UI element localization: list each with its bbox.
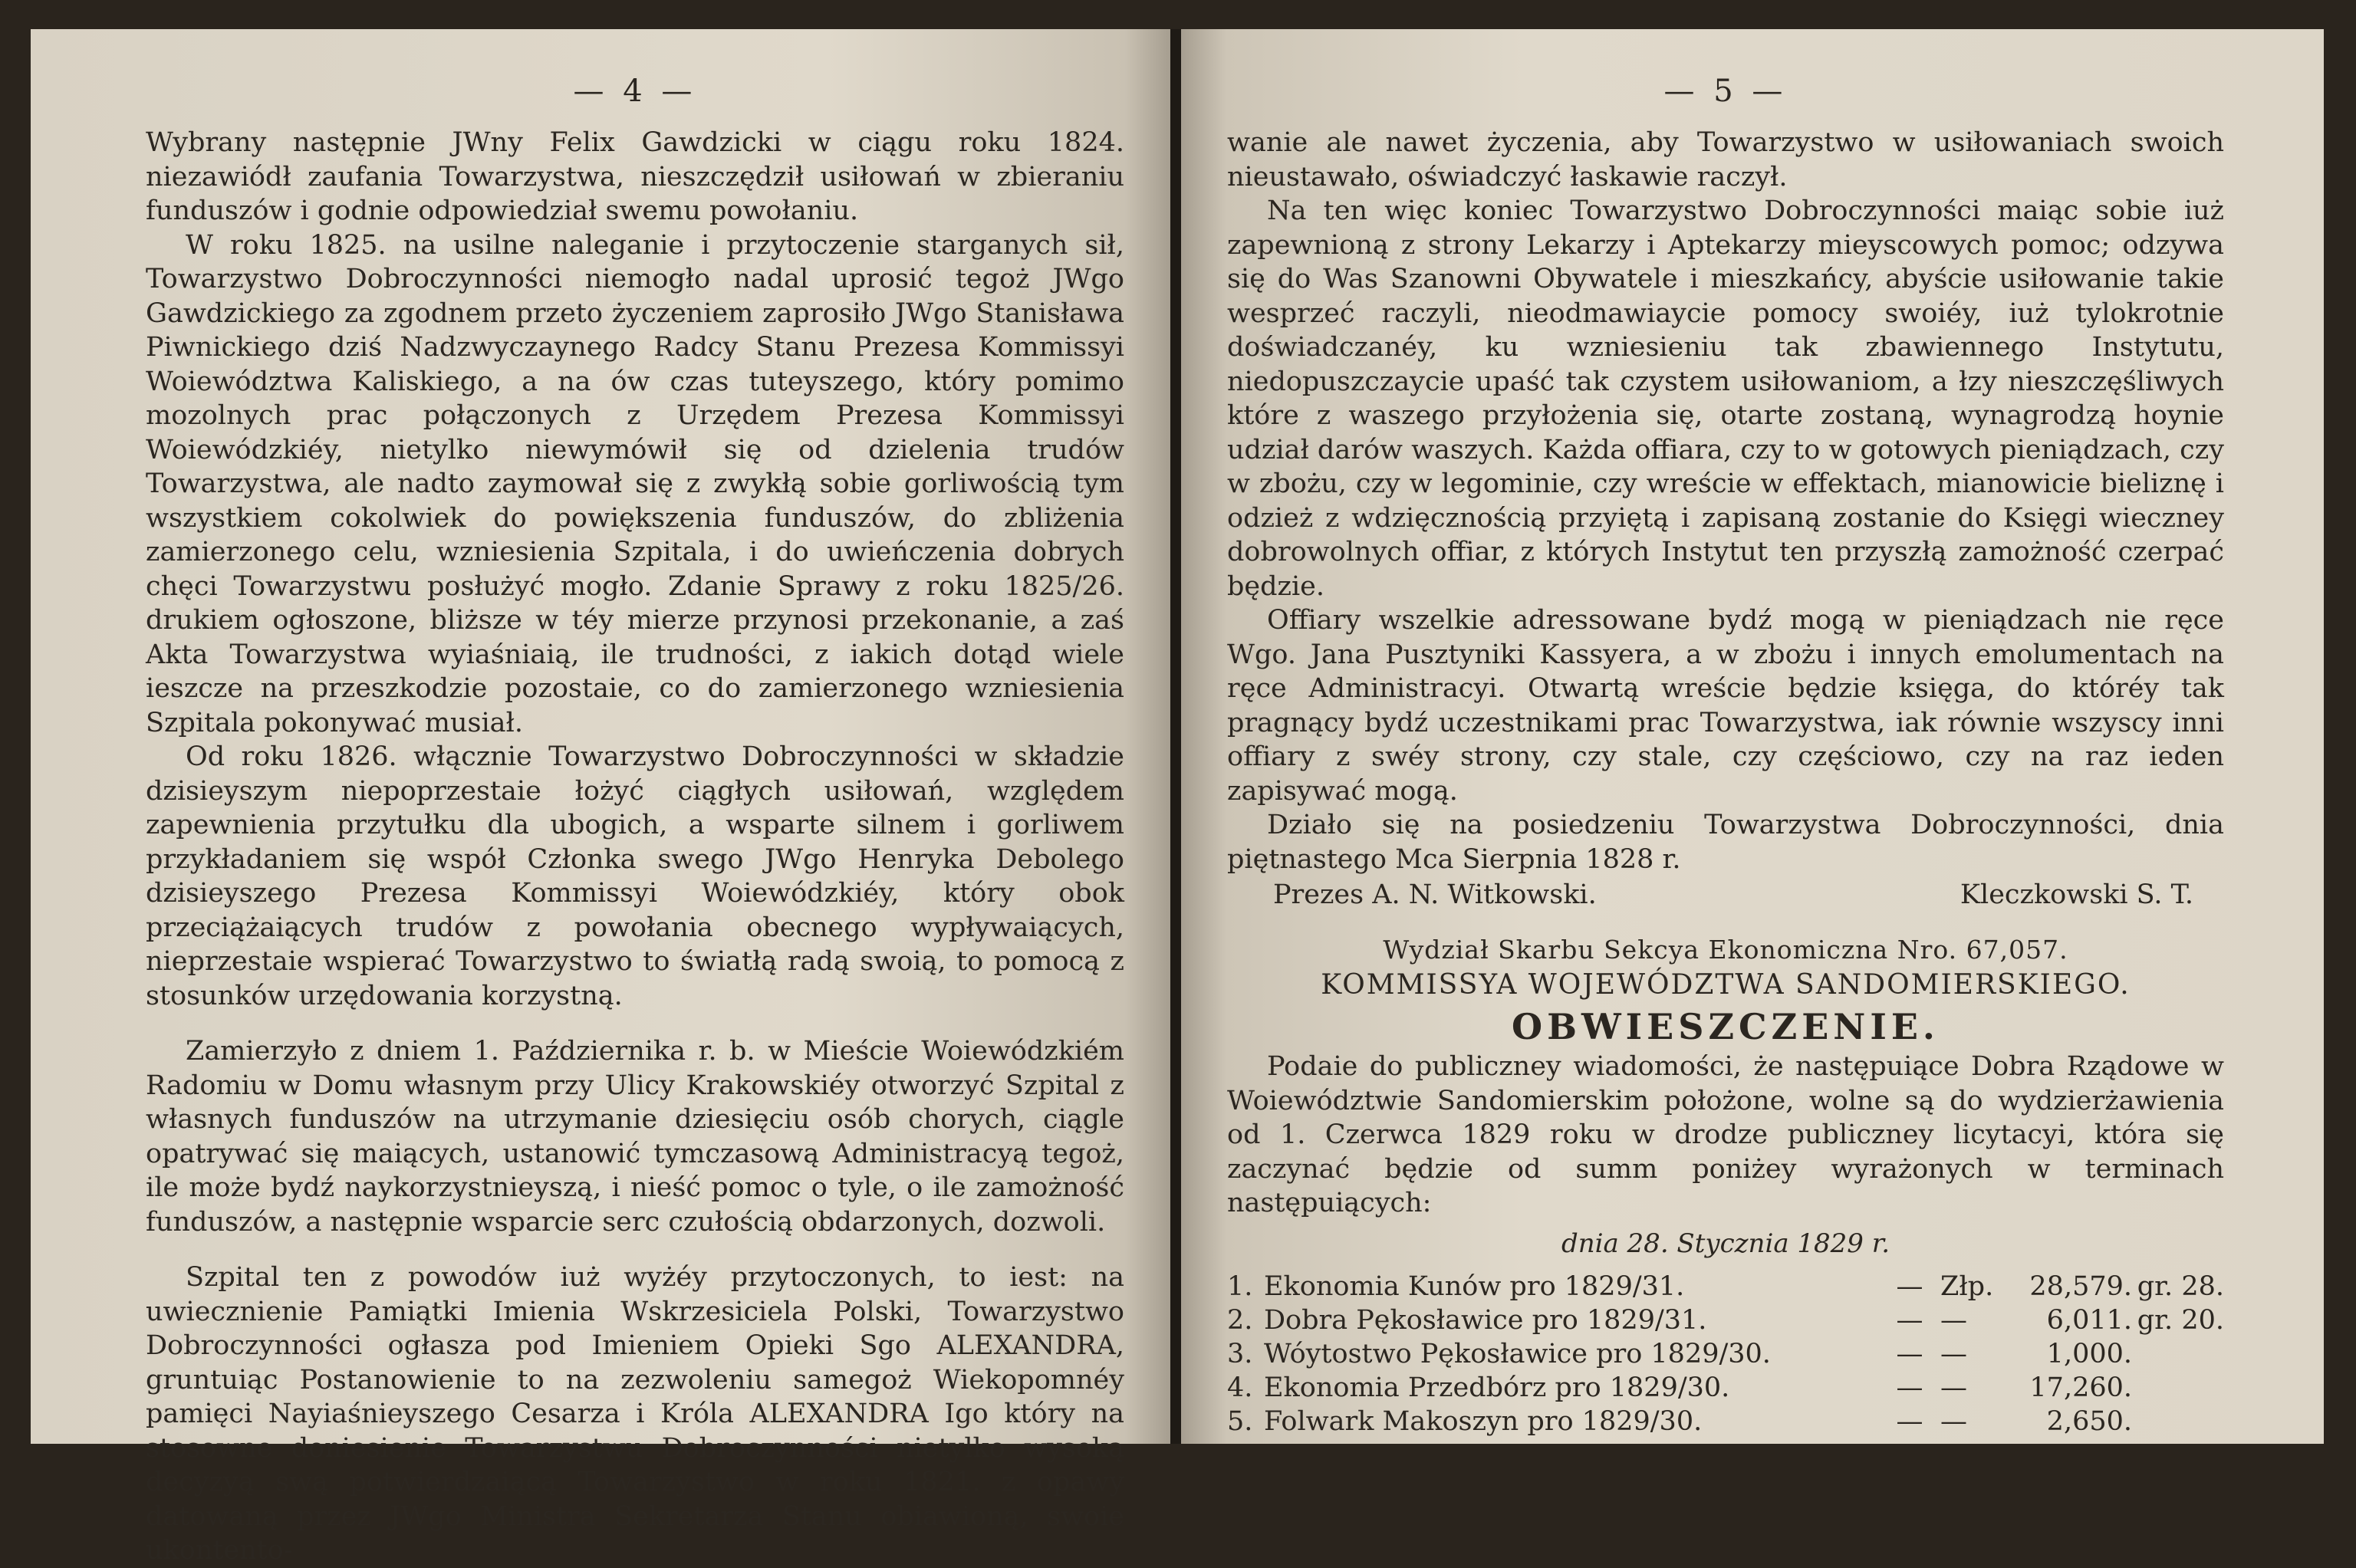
table-row: 2. Dobra Pękosławice pro 1829/31. — — 6,011. gr. 20. bbox=[1227, 1304, 2224, 1336]
paragraph: Od roku 1826. włącznie Towarzystwo Dobroczynności w składzie dzisieyszym niepoprzestaie łożyć ciągłych usiłowań, względem zapewnienia przytułku dla ubogich, a wsparte silnem i gorliwem przykładaniem się współ Członka swego JWgo Henryka Debolego dzisieyszego Prezesa Kommissyi Woiewódzkiéy, który obok przeciążaiących trudów z powołania obecnego wypływaiących, nieprzestaie wspierać Towarzystwo to światłą radą swoią, to pomocą z stosunków urzędowania korzystną. bbox=[146, 741, 1124, 1011]
notice-text: Podaie do publiczney wiadomości, że następuiące Dobra Rządowe w Woiewództwie Sandomierskim położone, wolne są do wydzierżawienia od 1. Czerwca 1829 roku w drodze publiczney licytacyi, która się zaczynać będzie od summ poniżey wyrażonych w terminach następuiących: bbox=[1227, 1051, 2224, 1218]
paragraph: Szpital ten z powodów iuż wyżéy przytoczonych, to iest: na uwiecznienie Pamiątki Imienia Wskrzesiciela Polski, Towarzystwo Dobroczynności ogłasza pod Imieniem Opieki Sgo ALEXANDRA, gruntuiąc Postanowienie to na zezwoleniu samegoż Wiekopomnéy pamięci Nayiaśnieyszego Cesarza i Króla ALEXANDRA Igo który na stosowne doniesienie Towarzystwu Dobroczynności nietylko wysoką decyzyą swą potwierdzaiącą Towarzystwo w roku 1821. z opawy datowaną przez JWgo Ministra Sekretarza Stanu obiawioną, swoie ukontento- bbox=[146, 1262, 1124, 1566]
estate-name: Folwark Makoszyn pro 1829/30. bbox=[1264, 1405, 1703, 1437]
commission-title: KOMMISSYA WOJEWÓDZTWA SANDOMIERSKIEGO. bbox=[1321, 969, 2131, 1001]
estate-name: Wóytostwo Pękosławice pro 1829/30. bbox=[1264, 1338, 1771, 1369]
estates-table bbox=[1227, 1270, 2224, 1438]
table-row: 4. Ekonomia Przedbórz pro 1829/30. — — 17,260. bbox=[1227, 1372, 2132, 1403]
table-row: 1. Ekonomia Kunów pro 1829/31. — Złp. 28,579. gr. 28. bbox=[1227, 1271, 2224, 1302]
paragraph: Offiary wszelkie adressowane bydź mogą w pieniądzach nie ręce Wgo. Jana Pusztyniki Kassyera, a w zbożu i innych emolumentach na ręce Administracyi. Otwartą wreście będzie księga, do któréy tak pragnący bydź uczestnikami prac Towarzystwa, iak równie wszyscy inni offiary z swéy strony, czy stale, czy częściowo, czy na raz ieden zapisywać mogą. bbox=[1227, 605, 2224, 807]
signature-secretary: Kleczkowski S. T. bbox=[1959, 879, 2193, 910]
department-line: Wydział Skarbu Sekcya Ekonomiczna Nro. 67,057. bbox=[1383, 935, 2068, 965]
right-page bbox=[1181, 29, 2324, 1444]
table-row: 3. Wóytostwo Pękosławice pro 1829/30. — — 1,000. bbox=[1227, 1338, 2132, 1369]
page-number: — 5 — bbox=[1663, 74, 1788, 109]
left-page bbox=[31, 29, 1170, 1566]
paragraph: Wybrany następnie JWny Felix Gawdzicki w ciągu roku 1824. niezawiódł zaufania Towarzystwa, nieszczędził usiłowań w zbieraniu funduszów i godnie odpowiedział swemu powołaniu. bbox=[146, 127, 1124, 226]
estate-name: Ekonomia Kunów pro 1829/31. bbox=[1264, 1271, 1685, 1302]
paragraph: Działo się na posiedzeniu Towarzystwa Dobroczynności, dnia piętnastego Mca Sierpnia 1828 r. bbox=[1227, 810, 2224, 875]
paragraph: Na ten więc koniec Towarzystwo Dobroczynności maiąc sobie iuż zapewnioną z strony Lekarzy i Aptekarzy mieyscowych pomoc; odzywa się do Was Szanowni Obywatele i mieszkańcy, abyście usiłowanie takie wesprzeć raczyli, nieodmawiaycie pomocy swoiéy, iuż tylokrotnie doświadczanéy, ku wzniesieniu tak zbawiennego Instytutu, niedopuszczaycie upaść tak czystem usiłowaniom, a łzy nieszczęśliwych które z waszego przyłożenia się, otarte zostaną, wynagrodzą hoynie udział darów waszych. Każda offiara, czy to w gotowych pieniądzach, czy w zbożu, czy w legominie, czy wreście w effektach, mianowicie bieliznę i odzież z wdzięcznością przyiętą i zapisaną zostanie do Księgi wieczney dobrowolnych offiar, z których Instytut ten przyszłą zamożność czerpać będzie. bbox=[1227, 196, 2224, 602]
signature-president: Prezes A. N. Witkowski. bbox=[1273, 879, 1597, 910]
estate-amount: 28,579. bbox=[2029, 1271, 2132, 1302]
estate-amount: 2,650. bbox=[2046, 1405, 2132, 1437]
open-book bbox=[31, 29, 2324, 1566]
notice-title: OBWIESZCZENIE. bbox=[1512, 1006, 1940, 1047]
paragraph: wanie ale nawet życzenia, aby Towarzystwo w usiłowaniach swoich nieustawało, oświadczyć łaskawie raczył. bbox=[1227, 127, 2224, 192]
estate-name: Ekonomia Przedbórz pro 1829/30. bbox=[1264, 1372, 1730, 1403]
signatures bbox=[1227, 878, 2224, 912]
paragraph: W roku 1825. na usilne naleganie i przytoczenie starganych sił, Towarzystwo Dobroczynności niemogło nadal uprosić tegoż JWgo Gawdzickiego za zgodnem przeto życzeniem zaprosiło JWgo Stanisława Piwnickiego dziś Nadzwyczaynego Radcy Stanu Prezesa Kommissyi Woiewództwa Kaliskiego, a na ów czas tuteyszego, który pomimo mozolnych prac połączonych z Urzędem Prezesa Kommissyi Woiewódzkiéy, nietylko niewymówił się od dzielenia trudów Towarzystwa, ale nadto zaymował się z zwykłą sobie gorliwością tym wszystkiem cokolwiek do powiększenia funduszów, do zbliżenia zamierzonego celu, wzniesienia Szpitala, i do uwieńczenia dobrych chęci Towarzystwu posłużyć mogło. Zdanie Sprawy z roku 1825/26. drukiem ogłoszone, bliższe w téy mierze przynosi przekonanie, a zaś Akta Towarzystwa wyiaśniaią, ile trudności, z iakich dotąd wiele ieszcze na przeszkodzie pozostaie, co do zamierzonego wzniesienia Szpitala pokonywać musiał. bbox=[146, 229, 1124, 738]
paragraph: Zamierzyło z dniem 1. Października r. b. w Mieście Woiewódzkiém Radomiu w Domu własnym przy Ulicy Krakowskiéy otworzyć Szpital z własnych funduszów na utrzymanie dziesięciu osób chorych, ciągle opatrywać się maiących, ustanowić tymczasową Administracyą tegoż, ile może bydź naykorzystnieyszą, i nieść pomoc o tyle, o ile zamożność funduszów, a następnie wsparcie serc czułością obdarzonych, dozwoli. bbox=[146, 1036, 1124, 1238]
auction-date: dnia 28. Stycznia 1829 r. bbox=[1561, 1228, 1890, 1259]
page-number: — 4 — bbox=[573, 74, 697, 109]
estate-amount: 17,260. bbox=[2029, 1372, 2132, 1403]
estate-amount: 6,011. bbox=[2046, 1304, 2132, 1336]
estate-amount: 1,000. bbox=[2046, 1338, 2132, 1369]
estate-name: Dobra Pękosławice pro 1829/31. bbox=[1264, 1304, 1707, 1336]
table-row: 5. Folwark Makoszyn pro 1829/30. — — 2,650. bbox=[1227, 1405, 2132, 1437]
